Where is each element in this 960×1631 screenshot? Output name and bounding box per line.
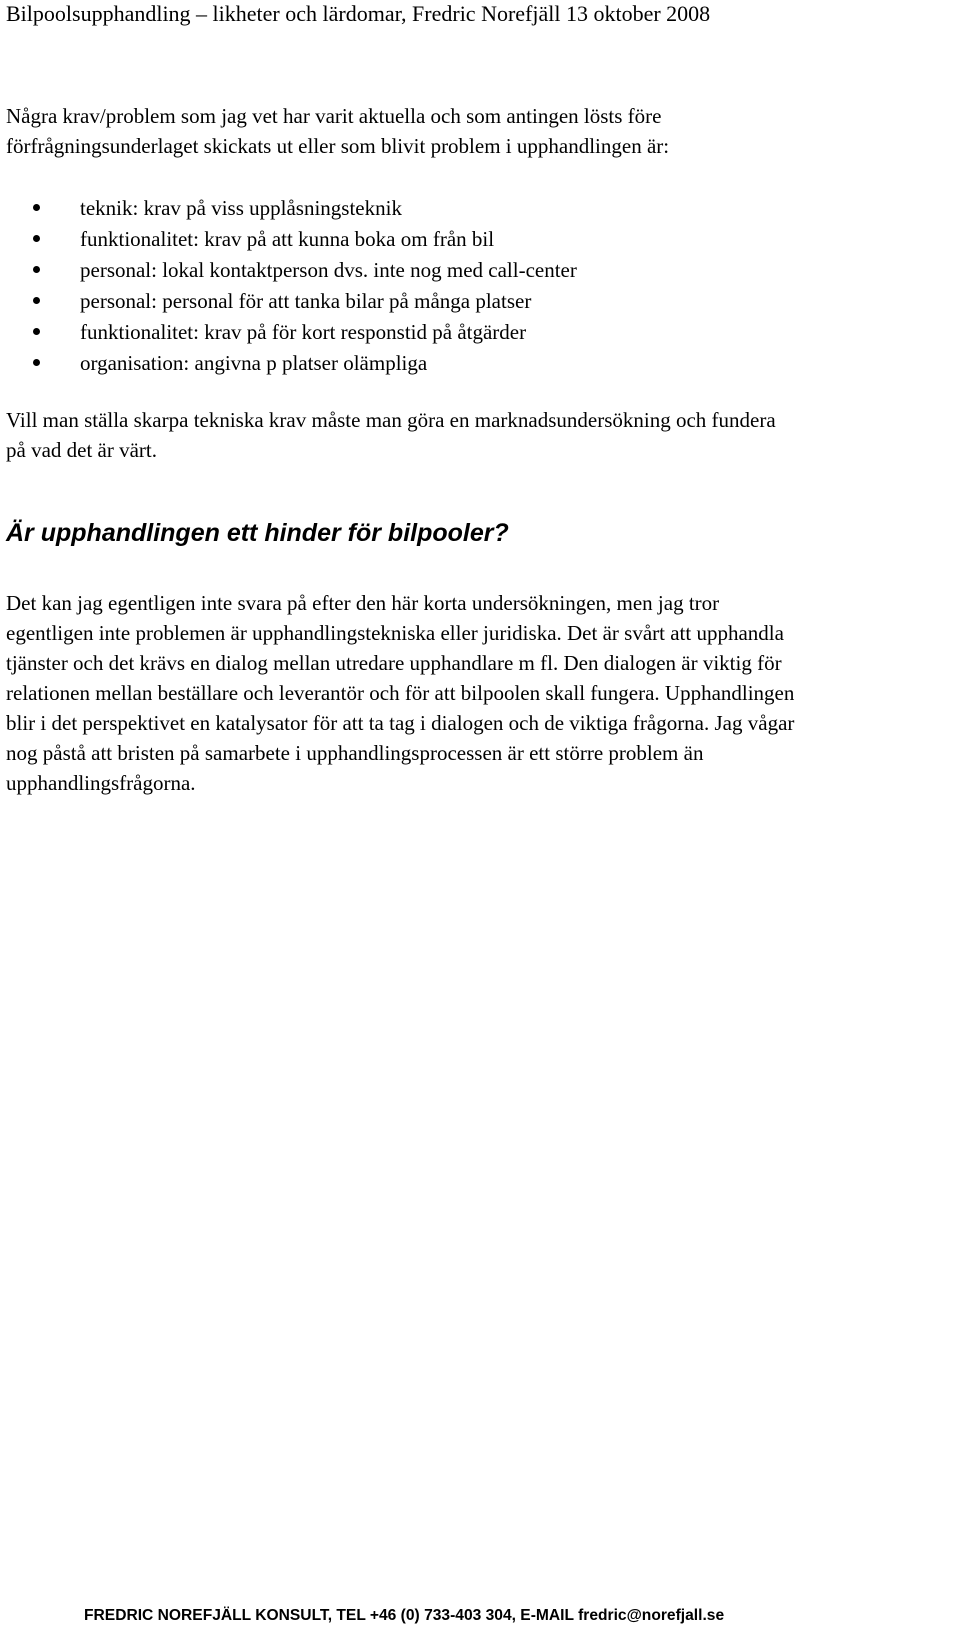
bullet-icon (33, 328, 40, 335)
list-item-text: personal: personal för att tanka bilar på många platser (80, 289, 532, 313)
bullet-icon (33, 235, 40, 242)
page-header: Bilpoolsupphandling – likheter och lärdomar, Fredric Norefjäll 13 oktober 2008 (6, 1, 711, 26)
paragraph-line: Det kan jag egentligen inte svara på efter den här korta undersökningen, men jag tror (6, 591, 720, 615)
paragraph-line: nog påstå att bristen på samarbete i upphandlingsprocessen är ett större problem än (6, 741, 704, 765)
paragraph-line: upphandlingsfrågorna. (6, 771, 196, 795)
bullet-icon (33, 297, 40, 304)
bullet-icon (33, 359, 40, 366)
market-research-paragraph (6, 405, 951, 465)
paragraph-line: egentligen inte problemen är upphandlingstekniska eller juridiska. Det är svårt att upphandla (6, 621, 784, 645)
list-item-text: organisation: angivna p platser olämpliga (80, 351, 428, 375)
section-heading: Är upphandlingen ett hinder för bilpooler? (6, 519, 509, 547)
intro-paragraph (6, 101, 946, 161)
intro-line: Några krav/problem som jag vet har varit aktuella och som antingen lösts före (6, 104, 662, 128)
bullet-icon (33, 266, 40, 273)
list-item-text: personal: lokal kontaktperson dvs. inte nog med call-center (80, 258, 577, 282)
paragraph-line: på vad det är värt. (6, 438, 158, 462)
paragraph-line: relationen mellan beställare och leverantör och för att bilpoolen skall fungera. Upphandlingen (6, 681, 795, 705)
list-item-text: funktionalitet: krav på för kort responstid på åtgärder (80, 320, 527, 344)
bullet-icon (33, 204, 40, 211)
list-item-text: funktionalitet: krav på att kunna boka om från bil (80, 227, 495, 251)
paragraph-line: Vill man ställa skarpa tekniska krav måste man göra en marknadsundersökning och fundera (6, 408, 776, 432)
list-item-text: teknik: krav på viss upplåsningsteknik (80, 196, 402, 220)
intro-line: förfrågningsunderlaget skickats ut eller som blivit problem i upphandlingen är: (6, 134, 670, 158)
paragraph-line: blir i det perspektivet en katalysator för att ta tag i dialogen och de viktiga frågorna. Jag vågar (6, 711, 795, 735)
page-footer: FREDRIC NOREFJÄLL KONSULT, TEL +46 (0) 733-403 304, E-MAIL fredric@norefjall.se (84, 1607, 725, 1624)
paragraph-line: tjänster och det krävs en dialog mellan utredare upphandlare m fl. Den dialogen är viktig för (6, 651, 782, 675)
conclusion-paragraph (6, 588, 951, 798)
